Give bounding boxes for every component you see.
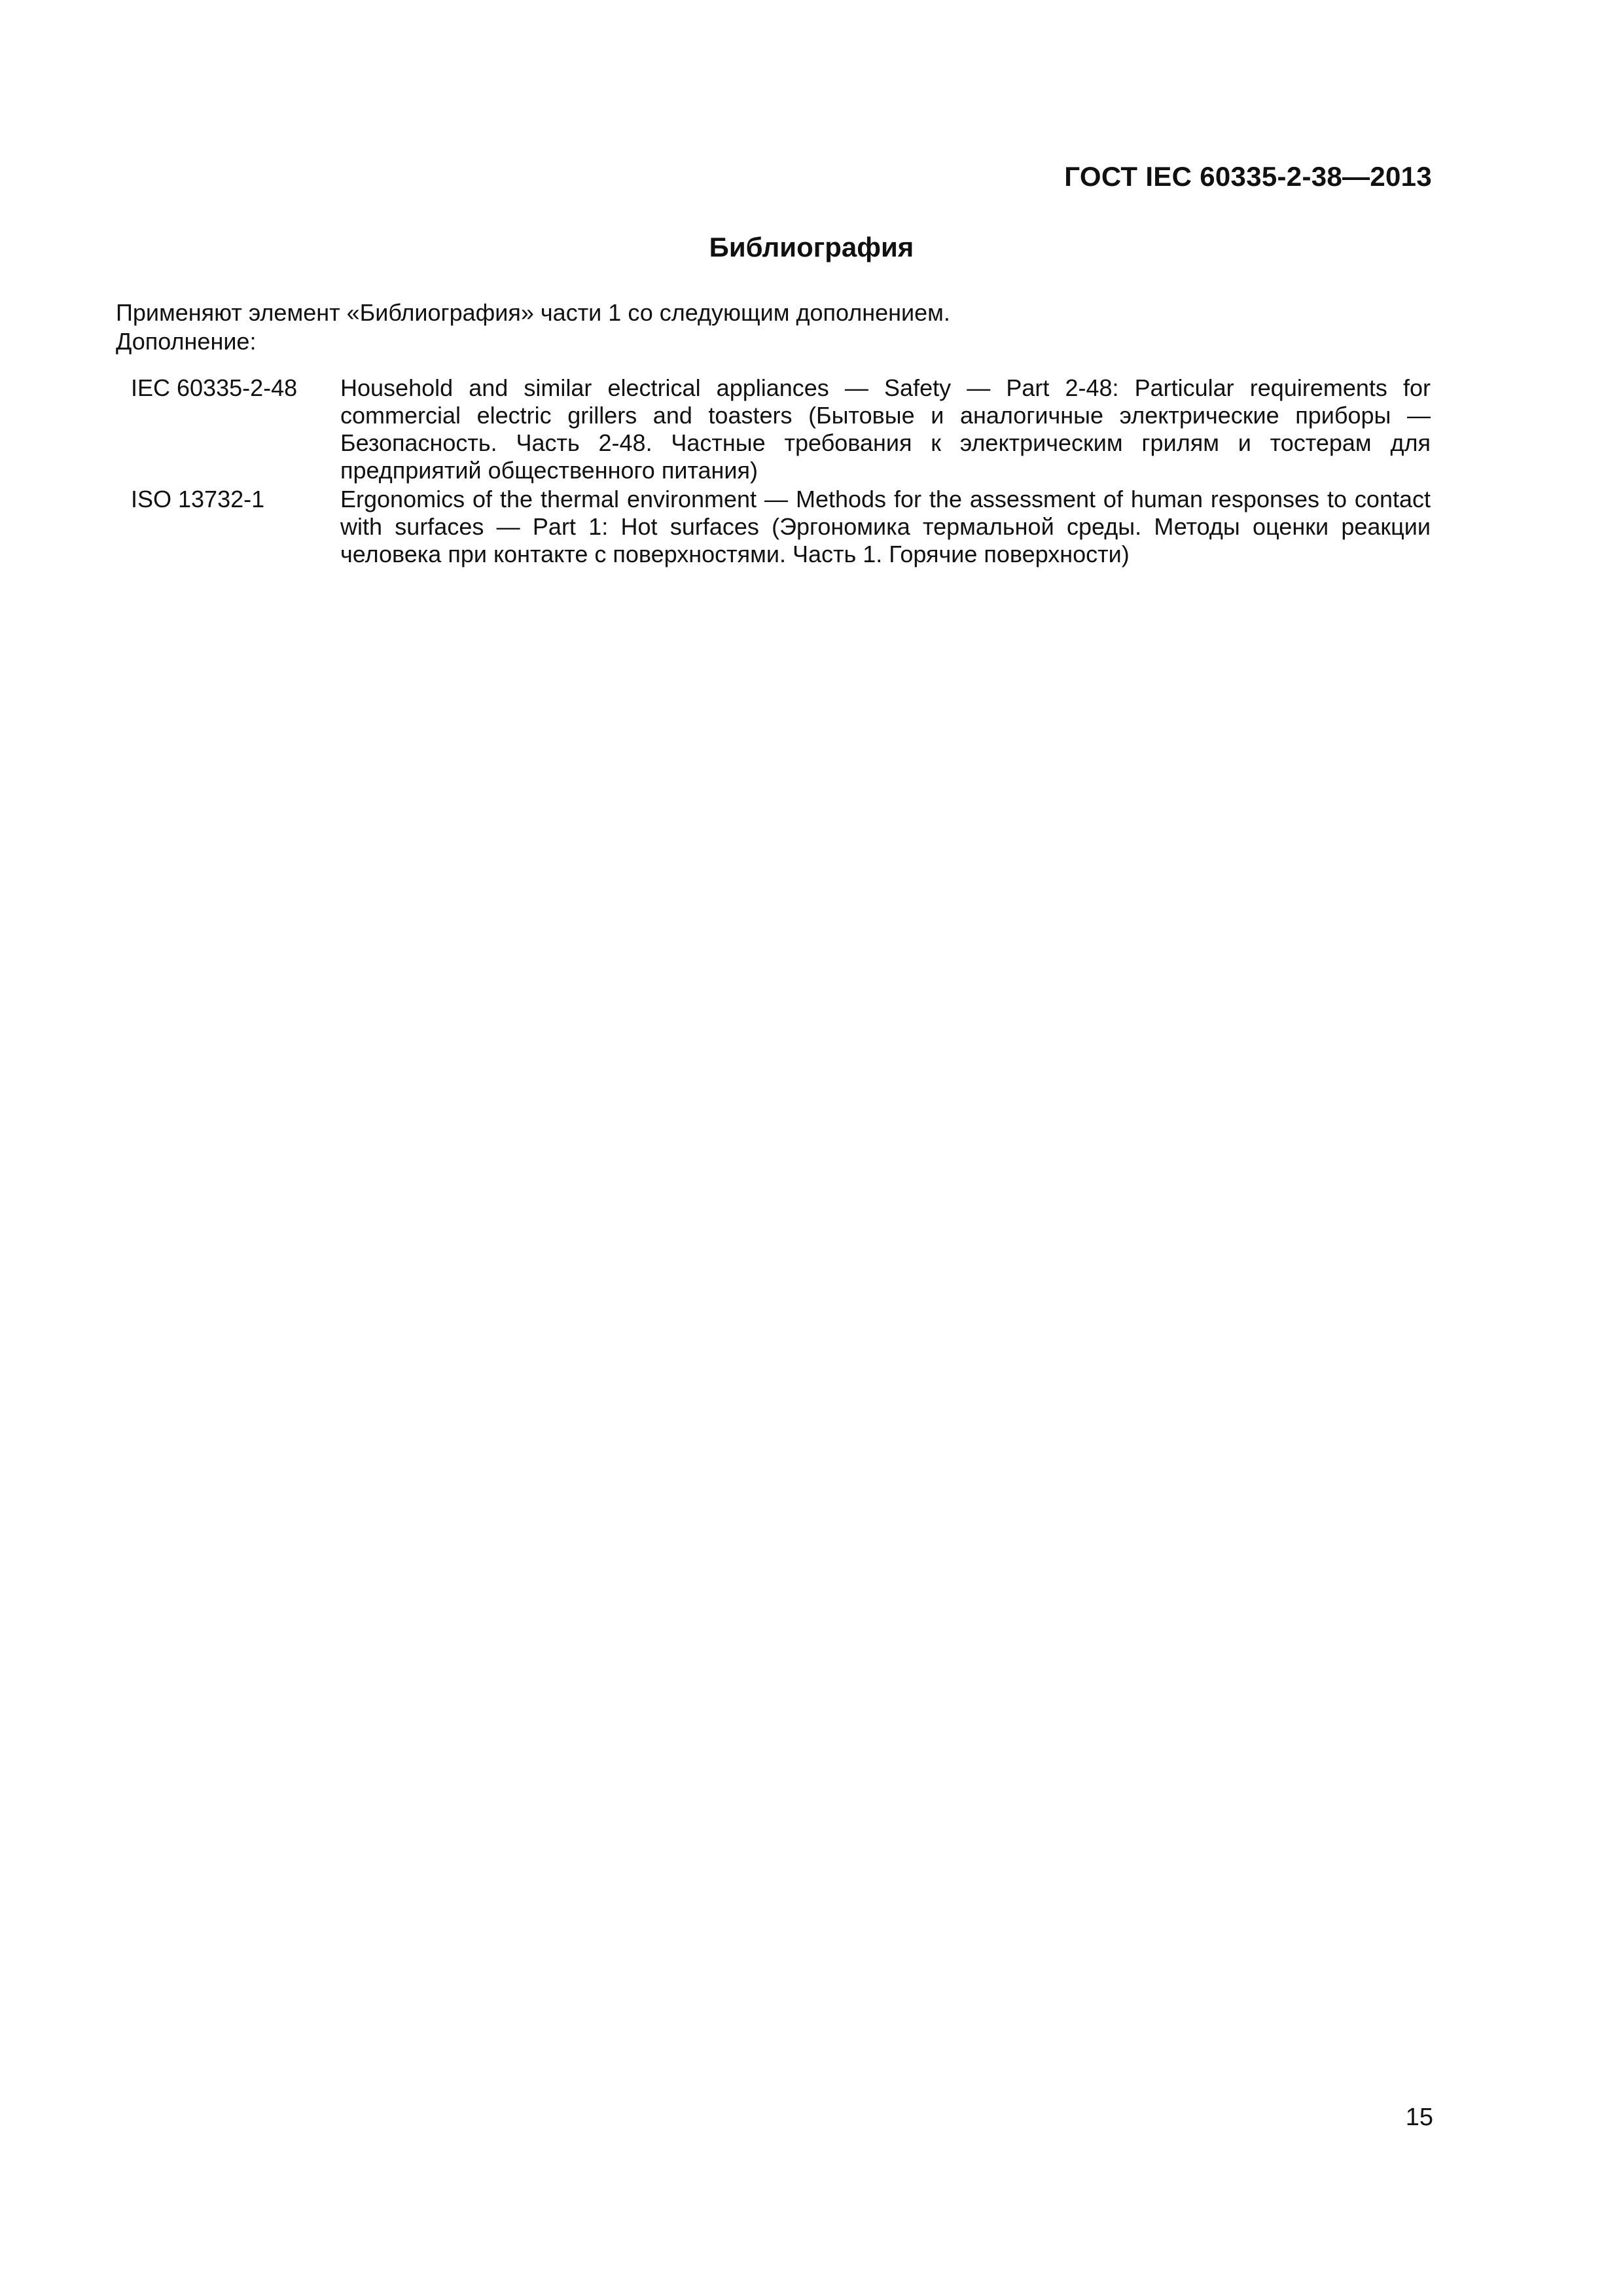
reference-list xyxy=(131,374,1431,569)
reference-code: ISO 13732-1 xyxy=(131,486,265,512)
intro-line-1: Применяют элемент «Библиография» части 1 со следующим дополнением. xyxy=(116,299,950,326)
reference-code: IEC 60335-2-48 xyxy=(131,374,298,401)
document-code-header: ГОСТ IEC 60335-2-38—2013 xyxy=(1064,161,1432,192)
section-title: Библиография xyxy=(709,232,914,262)
page-number: 15 xyxy=(1405,2104,1433,2131)
reference-item xyxy=(131,374,1431,484)
intro-line-2: Дополнение: xyxy=(116,328,257,355)
reference-text: Ergonomics of the thermal environment — Methods for the assessment of human responses to contact with surfaces — Part 1: Hot surfaces (Эргономика термальной среды. Методы оценки реакции человека при контакте с поверхностями. Часть 1. Горячие поверхности) xyxy=(340,486,1431,567)
intro-text xyxy=(116,298,1431,356)
reference-item xyxy=(131,486,1431,568)
reference-text: Household and similar electrical appliances — Safety — Part 2-48: Particular requirements for commercial electric grillers and toasters (Бытовые и аналогичные электрические приборы — Безопасность. Часть 2-48. Частные требования к электрическим грилям и тостерам для предприятий общественного питания) xyxy=(340,374,1431,484)
